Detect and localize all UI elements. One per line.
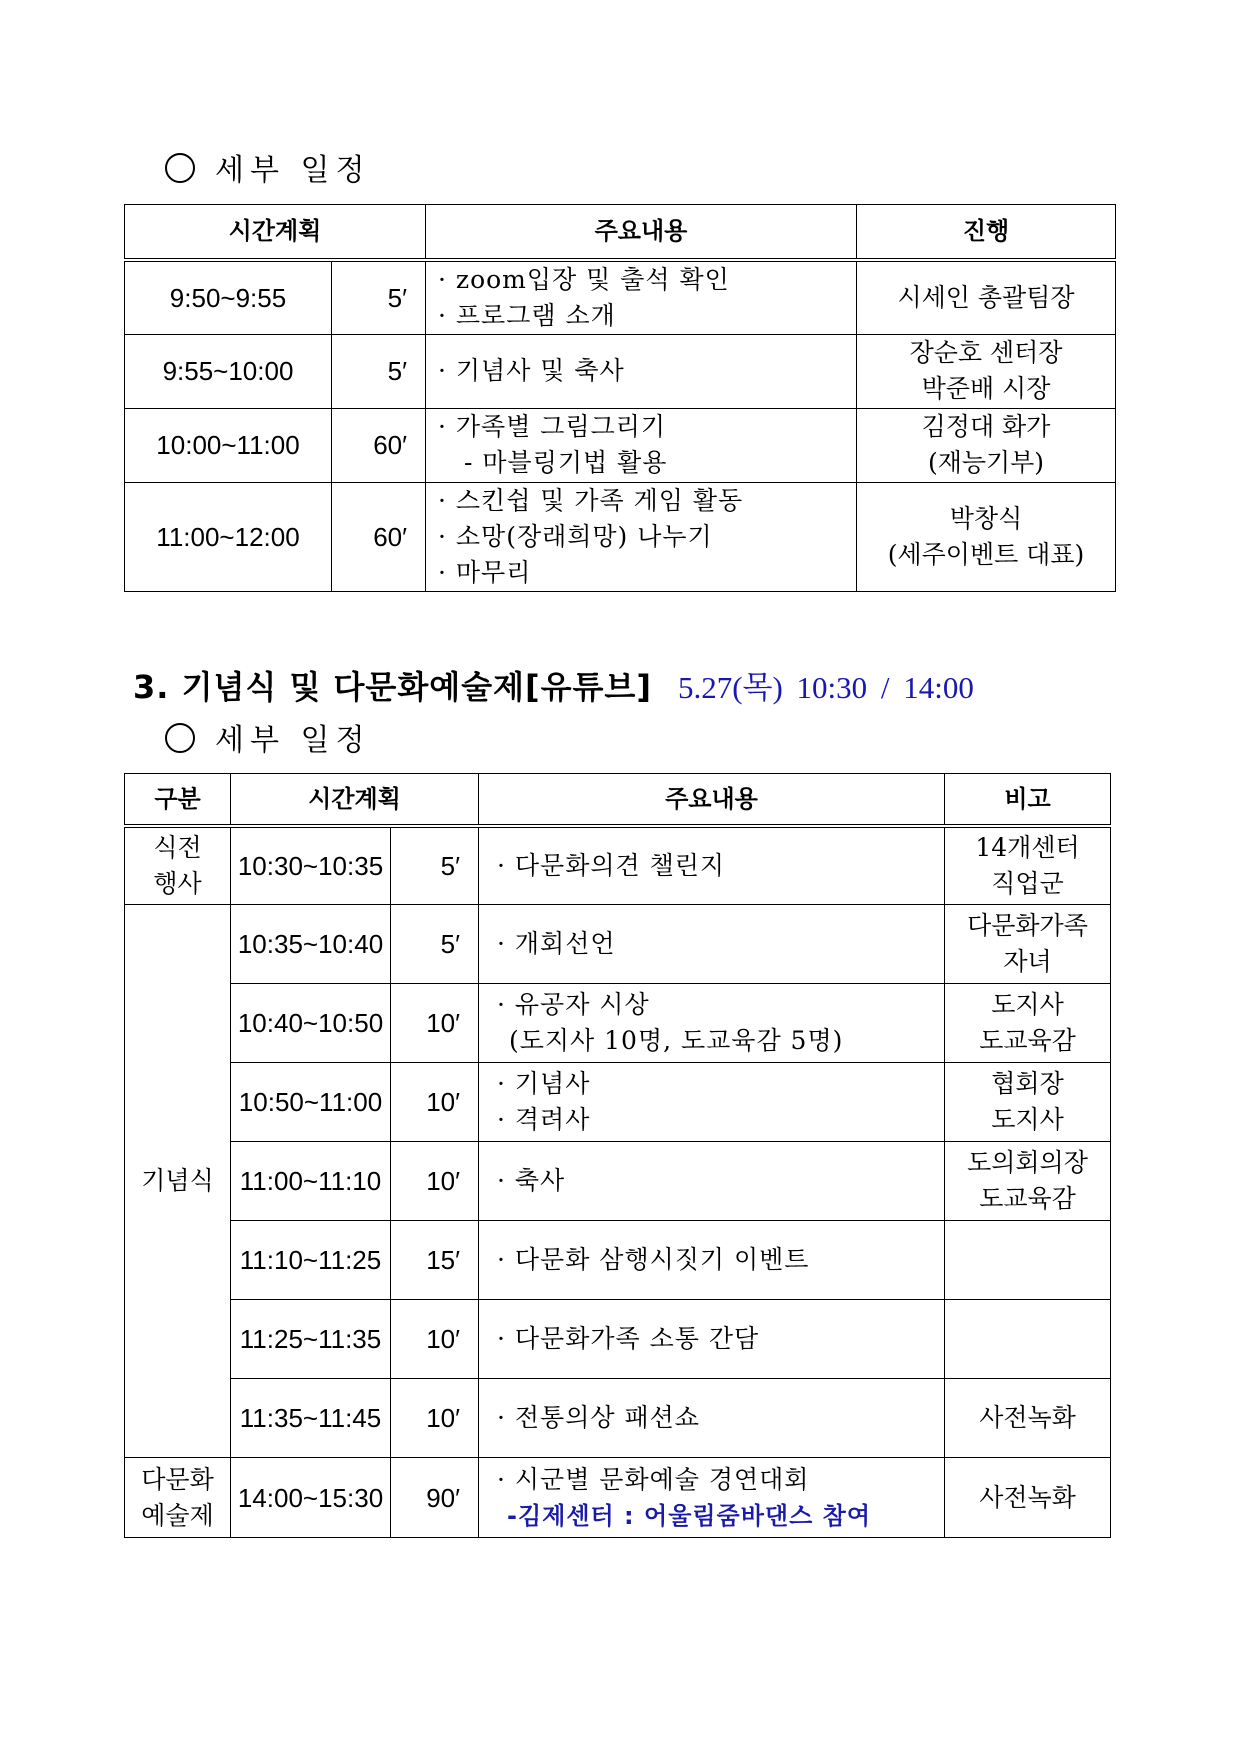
section3-heading: 세부 일정 <box>165 715 370 759</box>
content-cell: · 기념사 및 축사 <box>426 334 857 408</box>
table-row <box>125 260 1116 335</box>
time-cell: 10:40~10:50 <box>231 984 391 1063</box>
table-row <box>125 1142 1111 1221</box>
duration-cell: 60′ <box>332 408 426 482</box>
duration-cell: 15′ <box>391 1221 479 1300</box>
content-cell: · 다문화 삼행시짓기 이벤트 <box>479 1221 945 1300</box>
time-cell: 11:00~12:00 <box>125 482 332 591</box>
note-cell: 사전녹화 <box>945 1458 1111 1538</box>
time-cell: 11:10~11:25 <box>231 1221 391 1300</box>
table-row <box>125 1458 1111 1538</box>
host-cell: 박창식 (세주이벤트 대표) <box>857 482 1116 591</box>
header-content: 주요내용 <box>479 774 945 826</box>
header-note: 비고 <box>945 774 1111 826</box>
circle-bullet-icon <box>165 153 195 183</box>
duration-cell: 5′ <box>332 260 426 335</box>
content-cell: · 기념사 · 격려사 <box>479 1063 945 1142</box>
content-cell: · 축사 <box>479 1142 945 1221</box>
duration-cell: 5′ <box>391 905 479 984</box>
schedule-table-1 <box>124 204 1116 592</box>
duration-cell: 10′ <box>391 984 479 1063</box>
duration-cell: 90′ <box>391 1458 479 1538</box>
time-cell: 11:25~11:35 <box>231 1300 391 1379</box>
note-cell <box>945 1300 1111 1379</box>
section3-main-title: 3. 기념식 및 다문화예술제[유튜브] <box>133 668 652 706</box>
duration-cell: 10′ <box>391 1063 479 1142</box>
category-cell: 다문화 예술제 <box>125 1458 231 1538</box>
table-row <box>125 1379 1111 1458</box>
time-cell: 9:50~9:55 <box>125 260 332 335</box>
note-cell: 협회장 도지사 <box>945 1063 1111 1142</box>
section3-title <box>133 662 974 708</box>
table-row <box>125 408 1116 482</box>
time-cell: 10:00~11:00 <box>125 408 332 482</box>
highlight-participation: -김제센터 : 어울림줌바댄스 참여 <box>507 1501 872 1530</box>
section3-date: 5.27(목) 10:30 / 14:00 <box>677 670 974 705</box>
table-row <box>125 905 1111 984</box>
header-time-plan: 시간계획 <box>125 205 426 260</box>
time-cell: 14:00~15:30 <box>231 1458 391 1538</box>
note-cell: 도의회의장 도교육감 <box>945 1142 1111 1221</box>
section1-heading: 세부 일정 <box>165 145 370 189</box>
table-row <box>125 482 1116 591</box>
duration-cell: 10′ <box>391 1379 479 1458</box>
time-cell: 10:50~11:00 <box>231 1063 391 1142</box>
duration-cell: 5′ <box>332 334 426 408</box>
note-cell: 다문화가족 자녀 <box>945 905 1111 984</box>
content-cell: · 전통의상 패션쇼 <box>479 1379 945 1458</box>
content-cell: · zoom입장 및 출석 확인 · 프로그램 소개 <box>426 260 857 335</box>
table-row <box>125 826 1111 905</box>
table-row <box>125 1221 1111 1300</box>
duration-cell: 5′ <box>391 826 479 905</box>
content-cell: · 다문화가족 소통 간담 <box>479 1300 945 1379</box>
host-cell: 시세인 총괄팀장 <box>857 260 1116 335</box>
content-cell: · 시군별 문화예술 경연대회 -김제센터 : 어울림줌바댄스 참여 <box>479 1458 945 1538</box>
table-row <box>125 334 1116 408</box>
table-row <box>125 1300 1111 1379</box>
header-content: 주요내용 <box>426 205 857 260</box>
category-cell: 식전 행사 <box>125 826 231 905</box>
time-cell: 11:00~11:10 <box>231 1142 391 1221</box>
time-cell: 9:55~10:00 <box>125 334 332 408</box>
content-cell: · 개회선언 <box>479 905 945 984</box>
table-row <box>125 1063 1111 1142</box>
content-cell: · 가족별 그림그리기 - 마블링기법 활용 <box>426 408 857 482</box>
time-cell: 11:35~11:45 <box>231 1379 391 1458</box>
time-cell: 10:35~10:40 <box>231 905 391 984</box>
host-cell: 장순호 센터장 박준배 시장 <box>857 334 1116 408</box>
content-cell: · 다문화의견 챌린지 <box>479 826 945 905</box>
duration-cell: 10′ <box>391 1142 479 1221</box>
header-host: 진행 <box>857 205 1116 260</box>
note-cell <box>945 1221 1111 1300</box>
header-category: 구분 <box>125 774 231 826</box>
note-cell: 14개센터 직업군 <box>945 826 1111 905</box>
host-cell: 김정대 화가 (재능기부) <box>857 408 1116 482</box>
table-row <box>125 984 1111 1063</box>
circle-bullet-icon <box>165 723 195 753</box>
category-cell: 기념식 <box>125 905 231 1458</box>
time-cell: 10:30~10:35 <box>231 826 391 905</box>
header-time-plan: 시간계획 <box>231 774 479 826</box>
schedule-table-3 <box>124 773 1111 1538</box>
content-cell: · 스킨쉽 및 가족 게임 활동 · 소망(장래희망) 나누기 · 마무리 <box>426 482 857 591</box>
content-cell: · 유공자 시상 (도지사 10명, 도교육감 5명) <box>479 984 945 1063</box>
note-cell: 도지사 도교육감 <box>945 984 1111 1063</box>
note-cell: 사전녹화 <box>945 1379 1111 1458</box>
duration-cell: 10′ <box>391 1300 479 1379</box>
duration-cell: 60′ <box>332 482 426 591</box>
